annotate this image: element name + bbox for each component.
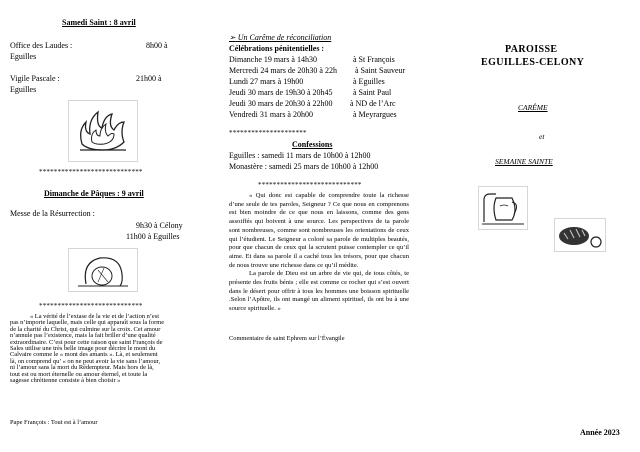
empty-tomb-illustration [68, 248, 138, 292]
celebration-date: Mercredi 24 mars de 20h30 à 22h [229, 66, 337, 75]
jug-illustration [478, 186, 528, 230]
quote-line: là, on comprend qu’ « on ne peut avoir la vie sans l’amour, [10, 357, 161, 365]
vigil-place: Eguilles [10, 85, 37, 94]
vigil-label: Vigile Pascale : [10, 74, 60, 83]
middle-panel [212, 0, 425, 452]
parish-name: EGUILLES-CELONY [481, 57, 585, 68]
celebration-place: à Saint Paul [353, 88, 392, 97]
quote-line: sagesse chrétienne consiste à bien choisir » [10, 377, 121, 385]
celebration-date: Lundi 27 mars à 19h00 [229, 77, 304, 86]
lauds-place: Eguilles [10, 52, 37, 61]
quote-line: Sales utilise une très belle image pour décrire le mont du [10, 345, 156, 353]
celebration-place: à ND de l’Arc [350, 99, 396, 108]
year-label: Année 2023 [580, 428, 620, 437]
celebration-place: à St François [353, 55, 395, 64]
celebration-date: Dimanche 19 mars à 14h30 [229, 55, 317, 64]
lauds-label: Office des Laudes : [10, 41, 73, 50]
separator-stars: **************************** [39, 168, 143, 176]
saturday-heading: Samedi Saint : 8 avril [62, 18, 136, 27]
paschal-fire-illustration [68, 100, 138, 162]
celebration-date: Jeudi 30 mars de 20h30 à 22h00 [229, 99, 333, 108]
quote-line: ni l’amour sans la mort du Rédempteur. Mais hors de là, [10, 364, 154, 372]
quote-line: « La vérité de l’extase de la vie et de l’action n’est [30, 313, 159, 320]
semaine-sainte-title: SEMAINE SAINTE [495, 157, 553, 166]
bread-illustration [554, 218, 606, 252]
mass-time-eguilles: 11h00 à Eguilles [126, 232, 180, 241]
quote-source: Pape François : Tout est à l’amour [10, 419, 98, 426]
confession-monastery: Monastère : samedi 25 mars de 10h00 à 12h00 [229, 162, 379, 171]
quote-line: n’annule pas l’existence, mais la fait briller d’une qualité [10, 332, 156, 340]
vigil-time: 21h00 à [136, 74, 162, 83]
commentary-source: Commentaire de saint Ephrem sur l’Évangile [229, 335, 345, 342]
celebration-place: à Eguilles [353, 77, 385, 86]
ephrem-paragraph: « Qui donc est capable de comprendre toute la richesse d’une seule de tes paroles, Seigneur ? Ce que nous en comprenons est bien moindre de ce que nous en laissons, comme des gens assoiffés qui boivent à une source. Les perspectives de ta parole sont nombreuses, comme sont nombreuses les orientations de ceux qui l’étudient. Le Seigneur a coloré sa parole de multiples beautés, pour que chacun de ceux qui la scrutent puisse contempler ce qu’il aime. Et dans sa parole il a caché tous les trésors, pour que chacun de nous trouve une richesse dans ce qu’il médite. [229, 192, 409, 269]
celebration-place: à Saint Sauveur [355, 66, 406, 75]
cover-panel [425, 0, 640, 452]
ephrem-paragraph: La parole de Dieu est un arbre de vie qui, de tous côtés, te présente des fruits bénis ; elle est comme ce rocher qui s’est ouvert dans le désert pour offrir à tous les hommes une boisson spirituelle .Selon l’Apôtre, ils ont mangé un aliment spirituel, ils ont bu à une source spirituelle. » [229, 270, 409, 313]
celebration-date: Vendredi 31 mars à 20h00 [229, 110, 313, 119]
parish-title: PAROISSE [505, 44, 558, 55]
confession-eguilles: Eguilles : samedi 11 mars de 10h00 à 12h00 [229, 151, 371, 160]
separator-stars: **************************** [39, 302, 143, 310]
separator-stars: **************************** [258, 181, 362, 189]
lent-reconciliation-heading: ➢ Un Carême de réconciliation [229, 33, 332, 42]
arrow-bullet-icon: ➢ [229, 33, 236, 42]
left-panel [0, 0, 212, 452]
separator-stars: ********************* [229, 129, 307, 137]
et-word: et [539, 132, 545, 141]
easter-heading: Dimanche de Pâques : 9 avril [44, 189, 144, 198]
celebrations-heading: Célébrations pénitentielles : [229, 44, 325, 53]
quote-line: extraordinaire. C’est pour cette raison que saint François de [10, 338, 163, 346]
quote-line: tout est ou mort éternelle ou amour éternel, et toute la [10, 370, 148, 378]
lauds-time: 8h00 à [146, 41, 168, 50]
celebration-place: à Meyrargues [353, 110, 397, 119]
mass-time-celony: 9h30 à Célony [136, 221, 183, 230]
quote-line: Calvaire comme le « mont des amants ». Là, et seulement [10, 351, 158, 359]
ephrem-text [229, 192, 409, 314]
quote-line: de la charité du Christ, qui culmine sur la croix. Cet amour [10, 325, 161, 333]
francis-quote [10, 314, 200, 384]
confessions-heading: Confessions [292, 140, 333, 149]
mass-label: Messe de la Résurrection : [10, 209, 95, 218]
celebration-date: Jeudi 30 mars de 19h30 à 20h45 [229, 88, 333, 97]
quote-line: pas n’importe laquelle, mais celle qui apparaît sous la forme [10, 319, 165, 327]
careme-title: CARÊME [518, 103, 548, 112]
